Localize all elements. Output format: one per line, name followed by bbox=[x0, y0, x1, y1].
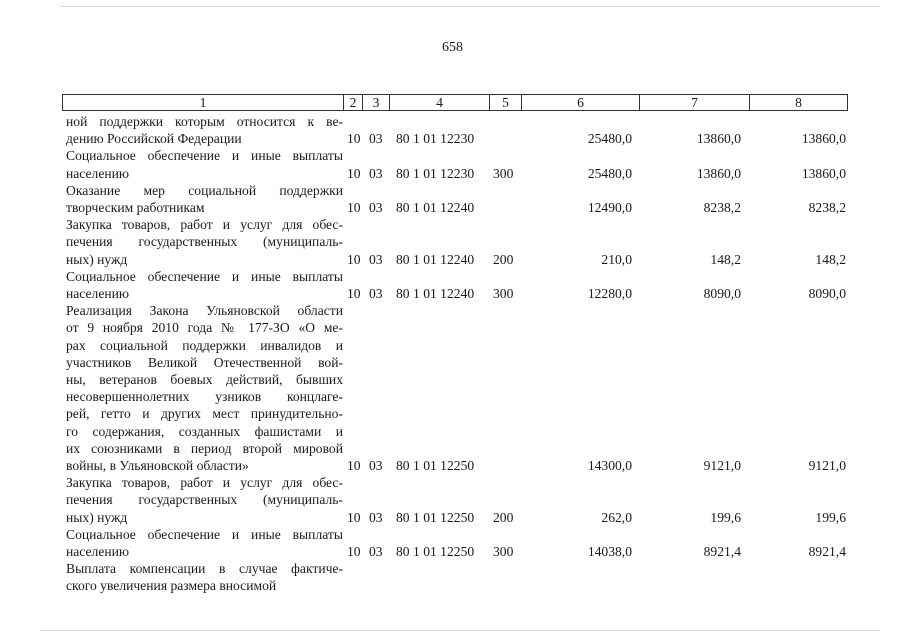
description-line: ского увеличения размера вносимой bbox=[66, 578, 277, 594]
cell-c3: 03 bbox=[369, 457, 383, 473]
scan-noise bbox=[40, 630, 880, 631]
description-line: Социальное обеспечение и иные выплаты bbox=[66, 148, 343, 164]
cell-c2: 10 bbox=[347, 543, 361, 559]
description-line: Закупка товаров, работ и услуг для обес- bbox=[66, 217, 343, 233]
description-line: Социальное обеспечение и иные выплаты bbox=[66, 268, 343, 284]
cell-c6: 12490,0 bbox=[587, 199, 632, 215]
row-description bbox=[66, 216, 343, 268]
row-description bbox=[66, 560, 343, 594]
description-line: от 9 ноября 2010 года № 177-ЗО «О ме- bbox=[66, 320, 343, 336]
cell-c7: 148,2 bbox=[710, 251, 741, 267]
cell-c8: 8090,0 bbox=[808, 285, 846, 301]
row-description bbox=[66, 113, 343, 147]
cell-c3: 03 bbox=[369, 509, 383, 525]
row-description bbox=[66, 268, 343, 302]
cell-c2: 10 bbox=[347, 457, 361, 473]
header-col-4: 4 bbox=[389, 95, 489, 110]
header-col-8: 8 bbox=[749, 95, 847, 110]
cell-c8: 8921,4 bbox=[808, 543, 846, 559]
cell-c3: 03 bbox=[369, 543, 383, 559]
cell-c4: 80 1 01 12240 bbox=[396, 199, 475, 215]
description-line: ных) нужд bbox=[66, 509, 128, 525]
description-line: ных) нужд bbox=[66, 251, 128, 267]
cell-c5: 200 bbox=[493, 509, 514, 525]
table-header bbox=[62, 94, 848, 111]
row-description bbox=[66, 474, 343, 526]
description-line: ны, ветеранов боевых действий, бывших bbox=[66, 371, 343, 387]
cell-c7: 8921,4 bbox=[703, 543, 741, 559]
cell-c8: 9121,0 bbox=[808, 457, 846, 473]
cell-c6: 14300,0 bbox=[587, 457, 632, 473]
cell-c2: 10 bbox=[347, 165, 361, 181]
cell-c2: 10 bbox=[347, 251, 361, 267]
cell-c6: 262,0 bbox=[601, 509, 632, 525]
cell-c3: 03 bbox=[369, 251, 383, 267]
cell-c7: 13860,0 bbox=[696, 131, 741, 147]
description-line: войны, в Ульяновской области» bbox=[66, 457, 249, 473]
cell-c3: 03 bbox=[369, 199, 383, 215]
row-description bbox=[66, 147, 343, 181]
description-line: населению bbox=[66, 165, 130, 181]
cell-c5: 300 bbox=[493, 543, 514, 559]
cell-c3: 03 bbox=[369, 165, 383, 181]
cell-c7: 8090,0 bbox=[703, 285, 741, 301]
header-col-7: 7 bbox=[639, 95, 749, 110]
description-line: дению Российской Федерации bbox=[66, 131, 242, 147]
description-line: печения государственных (муниципаль- bbox=[66, 234, 343, 250]
cell-c2: 10 bbox=[347, 509, 361, 525]
description-line: рей, гетто и других мест принудительно- bbox=[66, 406, 343, 422]
cell-c8: 13860,0 bbox=[801, 165, 846, 181]
cell-c7: 13860,0 bbox=[696, 165, 741, 181]
page-number: 658 bbox=[442, 40, 463, 55]
cell-c8: 13860,0 bbox=[801, 131, 846, 147]
cell-c8: 148,2 bbox=[815, 251, 846, 267]
description-line: рах социальной поддержки инвалидов и bbox=[66, 337, 343, 353]
description-line: Социальное обеспечение и иные выплаты bbox=[66, 526, 343, 542]
cell-c6: 12280,0 bbox=[587, 285, 632, 301]
description-line: печения государственных (муниципаль- bbox=[66, 492, 343, 508]
cell-c8: 199,6 bbox=[815, 509, 846, 525]
description-line: участников Великой Отечественной вой- bbox=[66, 354, 343, 370]
description-line: ной поддержки которым относится к ве- bbox=[66, 114, 343, 129]
description-line: Оказание мер социальной поддержки bbox=[66, 182, 343, 198]
description-line: Закупка товаров, работ и услуг для обес- bbox=[66, 475, 343, 491]
description-line: Реализация Закона Ульяновской области bbox=[66, 303, 343, 319]
header-col-6: 6 bbox=[521, 95, 639, 110]
row-description bbox=[66, 302, 343, 474]
description-line: населению bbox=[66, 285, 130, 301]
cell-c5: 300 bbox=[493, 285, 514, 301]
header-col-1: 1 bbox=[199, 95, 207, 110]
description-line: творческим работникам bbox=[66, 199, 205, 215]
cell-c6: 25480,0 bbox=[587, 165, 632, 181]
cell-c7: 9121,0 bbox=[703, 457, 741, 473]
scan-noise bbox=[60, 6, 880, 7]
header-col-2: 2 bbox=[343, 95, 362, 110]
cell-c7: 8238,2 bbox=[703, 199, 741, 215]
cell-c3: 03 bbox=[369, 285, 383, 301]
cell-c4: 80 1 01 12230 bbox=[396, 131, 475, 147]
cell-c7: 199,6 bbox=[710, 509, 741, 525]
cell-c4: 80 1 01 12250 bbox=[396, 457, 475, 473]
cell-c2: 10 bbox=[347, 199, 361, 215]
row-description bbox=[66, 526, 343, 560]
cell-c6: 210,0 bbox=[601, 251, 632, 267]
description-line: несовершеннолетних узников концлаге- bbox=[66, 389, 343, 405]
cell-c4: 80 1 01 12240 bbox=[396, 285, 475, 301]
cell-c5: 200 bbox=[493, 251, 514, 267]
cell-c4: 80 1 01 12240 bbox=[396, 251, 475, 267]
description-line: го содержания, созданных фашистами и bbox=[66, 423, 343, 439]
description-line: их союзниками в период второй мировой bbox=[66, 440, 343, 456]
cell-c3: 03 bbox=[369, 131, 383, 147]
cell-c6: 14038,0 bbox=[587, 543, 632, 559]
cell-c4: 80 1 01 12250 bbox=[396, 509, 475, 525]
cell-c8: 8238,2 bbox=[808, 199, 846, 215]
description-line: населению bbox=[66, 543, 130, 559]
header-col-5: 5 bbox=[489, 95, 521, 110]
row-description bbox=[66, 182, 343, 216]
cell-c5: 300 bbox=[493, 165, 514, 181]
header-col-3: 3 bbox=[362, 95, 389, 110]
cell-c2: 10 bbox=[347, 131, 361, 147]
cell-c4: 80 1 01 12230 bbox=[396, 165, 475, 181]
cell-c4: 80 1 01 12250 bbox=[396, 543, 475, 559]
description-line: Выплата компенсации в случае фактиче- bbox=[66, 561, 343, 577]
cell-c2: 10 bbox=[347, 285, 361, 301]
cell-c6: 25480,0 bbox=[587, 131, 632, 147]
